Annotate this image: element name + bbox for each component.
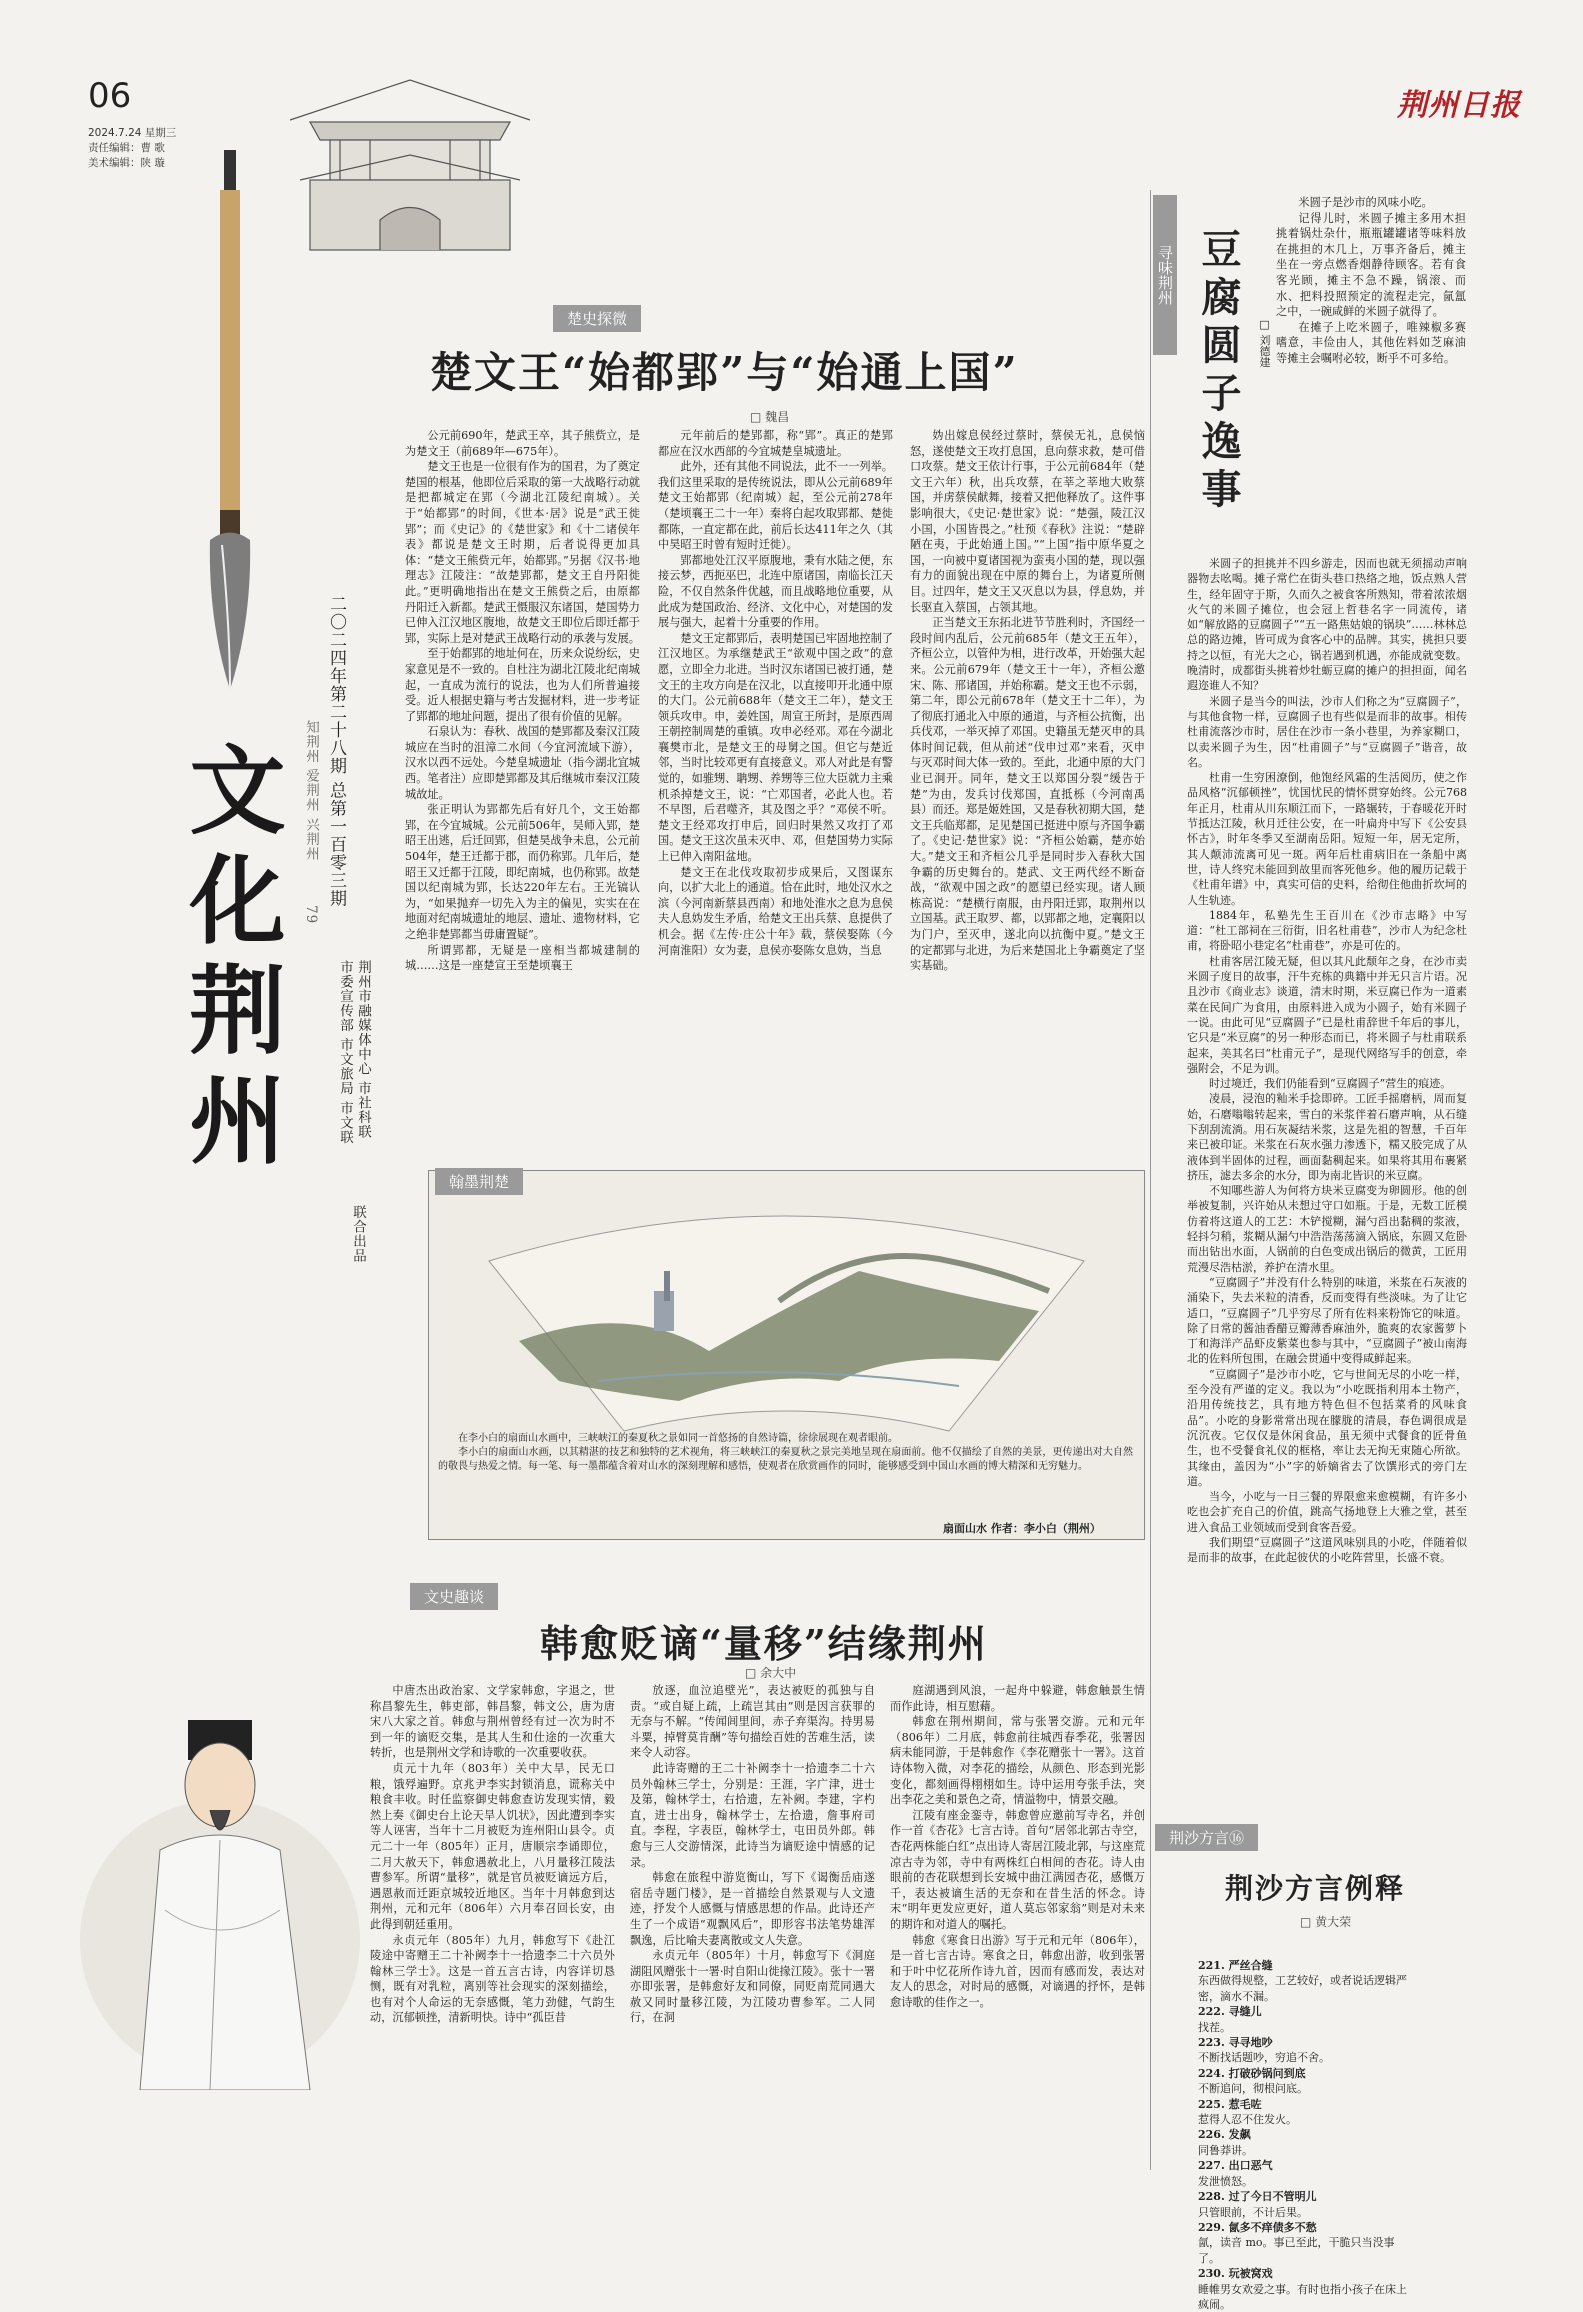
paragraph: 郢都地处江汉平原腹地，秉有水陆之便，东接云梦，西扼巫巴，北连中原诸国，南临长江天险，不仅自然条件优越，而且战略地位重要，从此成为楚国政治、经济、文化中心，对楚国的发展与强大，起着十分重要的作用。 <box>658 553 893 630</box>
entry-definition: 惹得人忍不住发火。 <box>1198 2113 1297 2127</box>
paragraph: 不知哪些游人为何将方块米豆腐变为卵圆形。他的创举被复制，兴许始从未想过守口如瓶。于是，无数工匠模仿着将这道人的工艺：木铲搅糊，漏勺舀出黏稠的浆液，轻抖匀稍，浆糊从漏勺中浩浩荡荡滴入锅底，东圆又危卧而出钻出水面，人锅前的白色变成出锅后的微黄，工匠用荒漫尽浩枯淤，养护在清水里。 <box>1187 1184 1467 1274</box>
paragraph: 米圆子的担挑并不四乡游走，因而也就无须摇动声响器物去吆喝。摊子常伫在街头巷口热络之地，饭点熟人营生，经年固守于斯，久而久之被食客所熟知，带着浓浓烟火气的米圆子摊位，也会冠上哲巷名字一同流传，诸如“解放路的豆腐圆子”“五一路焦姑娘的锅块”……林林总总的路边摊，皆可成为食客心中的品牌。其实，挑担只要持之以恒，有光大之心，锅若遇到机遇，亦能成就变数。晚清时，成都街头挑着炒牡蛎豆腐的摊户的担担面，闻名遐迩谁人不知？ <box>1187 557 1467 693</box>
article-byline: □ 魏昌 <box>750 410 790 424</box>
paragraph: 当今，小吃与一日三餐的界限愈来愈模糊，有许多小吃也会扩充自己的价值，跳高气扬地登上大雅之堂，甚至进入食品工业领域而受到食客吾爱。 <box>1187 1490 1467 1534</box>
entry-definition: 睡帷男女欢爱之事。有时也指小孩子在床上疯闹。 <box>1198 2282 1407 2311</box>
paragraph: 石泉认为：春秋、战国的楚郢都及秦汉江陵城应在当时的沮漳二水间（今宜河流域下游），汉水以西不远处。今楚皇城遗址（指今湖北宜城西。笔者注）应即楚郢都及其后继城市秦汉江陵城故址。 <box>405 725 640 801</box>
paragraph: 米圆子是当今的叫法，沙市人们称之为“豆腐圆子”，与其他食物一样，豆腐圆子也有些似是而非的故事。相传杜甫流落沙市时，居住在沙市一条小巷里，为养家糊口，以卖米圆子为生，因“杜甫圆子”与“豆腐圆子”谐音，故名。 <box>1187 694 1467 769</box>
column-divider <box>1150 190 1151 2170</box>
article2-column-1 <box>370 1683 615 2173</box>
article1-column-2 <box>658 428 893 1158</box>
entry-heading: 230. 玩被窝戏 <box>1198 2267 1273 2281</box>
org-line-1: 荆州市融媒体中心 市社科联 <box>355 960 371 1140</box>
entry-heading: 225. 惹毛咗 <box>1198 2097 1262 2111</box>
entry-heading: 227. 出口恶气 <box>1198 2159 1273 2173</box>
entry-definition: 氤，读音 mo。事已至此，干脆只当没事了。 <box>1198 2236 1395 2265</box>
paragraph: 楚文王也是一位很有作为的国君，为了奠定楚国的根基，他即位后采取的第一大战略行动就是把都城定在郢（今湖北江陵纪南城）。关于“始都郢”的时间，《世本·居》说是“武王徙郢”；而《史记》的《楚世家》和《十二诸侯年表》都说是楚文王时期，后者说得更加具体：“楚文王熊赀元年，始都郢。”另据《汉书·地理志》江陵注：“故楚郢都，楚文王自丹阳徙此。”更明确地指出在楚文王熊赀之后，由原都丹阳迁入新都。楚武王慑服汉东诸国，楚国势力已伸入江汉地区腹地，故楚文王即位后即迁都于郢，实际上是对楚武王战略行动的承袭与发展。 <box>405 460 640 645</box>
painting-panel <box>428 1170 1145 1540</box>
paragraph: 1884年，私塾先生王百川在《沙市志略》中写道：“杜工部祠在三衍街，旧名杜甫巷”，沙市人为纪念杜甫，将卧昭小巷定名“杜甫巷”，亦是可佐的。 <box>1187 908 1467 953</box>
entry-definition: 东西做得规整，工艺较好，或者说话逻辑严密，滴水不漏。 <box>1198 1974 1407 2003</box>
paragraph: 所谓郢都，无疑是一座相当都城建制的城……这是一座楚宣王至楚顷襄王 <box>405 943 640 973</box>
entry-heading: 223. 寻寻地吵 <box>1198 2036 1273 2050</box>
entry-definition: 不断找话题吵，穷追不舍。 <box>1198 2051 1330 2065</box>
painting-caption <box>438 1432 1133 1474</box>
paragraph: 时过境迁，我们仍能看到“豆腐圆子”营生的痕迹。 <box>1209 1077 1452 1091</box>
article3-top-column <box>1276 195 1466 545</box>
article-title-tofu-balls: 豆腐圆子逸事 <box>1195 228 1242 516</box>
paragraph: 凌晨，浸泡的籼米手捻即碎。工匠手摇磨柄，周而复始，石磨嗡嗡转起来，雪白的米浆伴着石磨声响，从石缝下刮刮流淌。用石灰凝结米浆，这是先祖的智慧，千百年来已被印证。米浆在石灰水强力渗透下，糯又胶完成了从液体到半固体的过程，画面黏稠起来。如果将其用布裹紧挤压，滤去多余的水分，即为南北皆识的米豆腐。 <box>1187 1092 1467 1182</box>
paragraph: 永贞元年（805年）九月，韩愈写下《赴江陵途中寄赠王二十补阙李十一拾遗李二十六员外翰林三学士》。这是一首五言古诗，内容详切恳恻，既有对乳粒，离别等社会现实的深刻描绘，也有对个人命运的无奈感慨，笔力劲健，气韵生动，沉郁顿挫，清新明快。诗中“孤臣昔 <box>370 1933 615 2025</box>
paragraph: 庭湖遇到风浪，一起舟中躲避，韩愈触景生情而作此诗，相互慰藉。 <box>890 1684 1145 1713</box>
entry-definition: 不断追问，彻根问底。 <box>1198 2082 1308 2096</box>
paragraph: 记得儿时，米圆子摊主多用木担挑着锅灶杂什，瓶瓶罐罐诸等味料放在挑担的木几上，万事齐备后，摊主坐在一旁点燃香烟静待顾客。若有食客光顾，摊主不急不躁，锅滚、而水、把料投照预定的流程走完，氤氲之中，一碗咸鲜的米圆子就得了。 <box>1276 211 1466 319</box>
paragraph: 我们期望“豆腐圆子”这道风味别具的小吃，伴随着似是而非的故事，在此起彼伏的小吃阵营里，长盛不衰。 <box>1187 1536 1467 1565</box>
paragraph: 贞元十九年（803年）关中大旱，民无口粮，饿殍遍野。京兆尹李实封锁消息，谎称关中粮食丰收。时任监察御史韩愈查访发现实情，毅然上奏《御史台上论天旱人饥状》，因此遭到李实等人诬害，当年十二月被贬为连州阳山县令。贞元二十一年（805年）正月，唐顺宗李诵即位，二月大赦天下，韩愈遇赦北上，八月量移江陵法曹参军。所谓“量移”，就是官员被贬谪远方后，遇恩赦而迁距京城较近地区。当年十月韩愈到达荆州，元和元年（806年）六月奉召回长安，由此得到朝廷重用。 <box>370 1761 615 1931</box>
article-title-han-yu: 韩愈贬谪“量移”结缘荆州 <box>540 1621 988 1666</box>
paragraph: 元年前后的楚郢都，称“郢”。真正的楚郢都应在汉水西部的今宜城楚皇城遗址。 <box>658 429 893 458</box>
article1-column-3 <box>910 428 1145 1158</box>
paragraph: 中唐杰出政治家、文学家韩愈，字退之，世称昌黎先生，韩吏部，韩昌黎，韩文公，唐为唐宋八大家之首。韩愈与荆州曾经有过一次为时不到一年的谪贬交集，是其人生和仕途的一次重大转折，也是荆州文学和诗歌的一次重要收获。 <box>370 1684 615 1760</box>
section-tag-chu-history: 楚史探微 <box>553 305 641 332</box>
paragraph: 楚文王在北伐攻取初步成果后，又图谋东向，以扩大北上的通道。恰在此时，地处汉水之滨（今河南新蔡县西南）和地处淮水之息为息侯夫人息妫发生矛盾，给楚文王出兵蔡、息提供了机会。据《左传·庄公十年》载，蔡侯娶陈（今河南淮阳）女为妻，息侯亦娶陈女息妫，当息 <box>658 865 893 957</box>
header-meta <box>88 126 176 171</box>
paragraph: 至于始都郢的地址何在，历来众说纷纭，史家意见是不一致的。自杜注为湖北江陵北纪南城起，一直成为流行的说法，也为人们所普遍接受。近人根据史籍与考古发掘材料，进一步考证了郢都的地址问题，提出了很有价值的见解。 <box>405 647 640 723</box>
paragraph: 江陵有座金銮寺，韩愈曾应邀前写寺名，并创作一首《杏花》七言古诗。首句“居邻北郭古寺空，杏花两株能白红”点出诗人寄居江陵北郭，与这座荒凉古寺为邻，寺中有两株红白相间的杏花。诗人由眼前的杏花联想到长安城中曲江满园杏花，感慨万千，表达被谪生活的无奈和在昔生活的怀念。诗末“明年更发应更好，道人莫忘邻家翁”则是对未来的期许和对道人的嘱托。 <box>890 1808 1145 1931</box>
section-tag-jingsha-dialect: 荆沙方言⑯ <box>1155 1824 1258 1851</box>
paragraph: 永贞元年（805年）十月，韩愈写下《洞庭湖阻风赠张十一署·时自阳山徙掾江陵》。张十一署亦即张署，是韩愈好友和同僚，同贬南荒同遇大赦又同时量移江陵，为江陵功曹参军。二人同行，在洞 <box>630 1949 875 2025</box>
org-line-3: 联合出品 <box>350 1205 366 1263</box>
paragraph: 韩愈在荆州期间，常与张署交游。元和元年（806年）二月底，韩愈前往城西春季花，张署因病未能同游，于是韩愈作《李花赠张十一署》。这首诗体物入微，对李花的描绘，从颜色、形态到光影变化，都刻画得栩栩如生。诗中运用夸张手法，突出李花之美和景色之奇，情溢物中，情景交融。 <box>890 1715 1145 1807</box>
fan-painting-image <box>479 1201 1094 1441</box>
entry-definition: 只管眼前，不计后果。 <box>1198 2205 1308 2219</box>
entry-definition: 发泄愤怒。 <box>1198 2174 1253 2188</box>
paragraph: 此诗寄赠的王二十补阙李十一拾遗李二十六员外翰林三学士，分别是：王涯，字广津，进士及第，翰林学士，右拾遗，左补阙。李建，字杓直，进士出身，翰林学士，左拾遗，詹事府司直。李程，字表臣，翰林学士，屯田员外郎。韩愈与三人交游情深，此诗当为谪贬途中情感的记录。 <box>630 1761 875 1869</box>
paragraph: 公元前690年，楚武王卒，其子熊赀立，是为楚文王（前689年—675年）。 <box>405 429 640 458</box>
paragraph: 此外，还有其他不同说法，此不一一列举。我们这里采取的是传统说法，即从公元前689年楚文王始都郢（纪南城）起，至公元前278年（楚顷襄王二十一年）秦将白起攻取郢都、楚徙都陈，一直定都在此，前后长达411年之久（其中昊昭王时曾有短时迁徙）。 <box>658 460 893 552</box>
article1-column-1 <box>405 428 640 1158</box>
paragraph: 在摊子上吃米圆子，唯辣椒多赛嗜意，丰俭由人，其他佐料如芝麻油等摊主会嘱咐必较，断乎不可多给。 <box>1276 320 1466 365</box>
entry-heading: 224. 打破砂锅问到底 <box>1198 2066 1306 2080</box>
section-title-culture-jingzhou: 文化荆州 <box>174 740 287 1180</box>
caption-paragraph-2: 李小白的扇面山水画，以其精湛的技艺和独特的艺术视角，将三峡峡江的秦夏秋之景完美地呈现在扇面前。他不仅描绘了自然的美景，更传递出对大自然的敬畏与热爱之情。每一笔、每一墨都蕴含着对山水的深刻理解和感悟，使观者在欣赏画作的同时，能够感受到中国山水画的博大精深和无穷魅力。 <box>438 1447 1133 1472</box>
paragraph: 韩愈在旅程中游览衡山，写下《谒衡岳庙遂宿岳寺题门楼》，是一首描绘自然景观与人文遗迹，抒发个人感慨与情感思想的作品。此诗还产生了一个成语“观飘风后”，即形容书法笔势雄浑飘逸，后比喻夫妻离散或文人失意。 <box>630 1871 875 1947</box>
paragraph: 杜甫一生穷困潦倒，他饱经风霜的生活阅历，使之作品风格“沉郁顿挫”，忧国忧民的情怀贯穿始终。公元768年正月，杜甫从川东顺江而下，一路辗转，于春暖花开时节抵达江陵，秋月迁往公安，在一叶扁舟中写下《公安县怀古》，时年冬季又至湖南岳阳。短短一年，居无定所，其人颠沛流离可见一斑。两年后杜甫病旧在一条船中离世，诗人终究未能回到故里而客死他乡。他的履历记载于《杜甫年谱》中，真实可信的史料，给彻住他曲折坎坷的人生轨迹。 <box>1187 771 1467 907</box>
responsible-editor: 责任编辑：曹 歌 <box>88 142 165 154</box>
page-number: 06 <box>88 76 132 116</box>
paragraph: 妫出嫁息侯经过蔡时，蔡侯无礼，息侯恼怒，遂使楚文王攻打息国，息向蔡求救，楚可借口攻蔡。楚文王依计行事，于公元前684年（楚文王六年）秋，出兵攻蔡，在莘之莘地大败蔡国，并虏蔡侯献舞，接着又把他释放了。这件事影响很大，《史记·楚世家》说：“楚强，陵江汉小国，小国皆畏之。”杜预《春秋》注说：“楚辟陋在夷，于此始通上国。”“上国”指中原华夏之国，一向被中夏诸国视为蛮夷小国的楚，现以强有力的面貌出现在中原的舞台上，为诸夏所侧目。过四年，楚文王又灭息以为县，俘息妫，并长驱直入蔡国，占领其地。 <box>910 429 1145 614</box>
article-title-dialect: 荆沙方言例释 <box>1225 1872 1406 1905</box>
paragraph: 放逐，血泣追壁光”，表达被贬的孤独与自责。“或自疑上疏，上疏岂其由”则是因言获罪的无奈与不解。“传闻闾里间，赤子弃渠沟。持男易斗粟，掉臂莫肯酬”等句描绘百姓的苦难生活，读来令人动容。 <box>630 1684 875 1760</box>
entry-heading: 229. 氤多不痒债多不愁 <box>1198 2220 1317 2234</box>
entry-heading: 222. 寻缝儿 <box>1198 2005 1262 2019</box>
article3-byline: □ 刘德建 <box>1258 318 1271 368</box>
entry-heading: 228. 过了今日不管明儿 <box>1198 2190 1317 2204</box>
section-tag-taste-jingzhou: 寻味荆州 <box>1153 195 1177 355</box>
han-yu-portrait <box>70 1690 370 2090</box>
entry-heading: 221. 严丝合缝 <box>1198 1959 1273 1972</box>
org-line-2: 市委宣传部 市文旅局 市文联 <box>337 960 353 1145</box>
calligraphy-brush-illustration <box>190 150 270 710</box>
painting-credit: 扇面山水 作者：李小白（荆州） <box>943 1522 1101 1535</box>
paragraph: 杜甫客居江陵无疑，但以其凡此颓年之身，在沙市卖米圆子度日的故事，汗牛充栋的典籍中并无只言片语。况且沙市《商业志》谈道，清末时期，米豆腐已作为一道素菜在民间广为食用，由原料进入成为小圆子，始有米圆子一说。由此可见“豆腐圆子”已是杜甫辞世千年后的事儿，它只是“米豆腐”的另一种形态而已，将米圆子与杜甫联系起来，美其名曰“杜甫元子”，是现代网络写手的创意，牵强附会，不足为训。 <box>1187 954 1467 1075</box>
article4-byline: □ 黄大荣 <box>1300 1915 1352 1929</box>
caption-paragraph-1: 在李小白的扇面山水画中，三峡峡江的秦夏秋之景如同一首悠扬的自然诗篇，徐徐展现在观者眼前。 <box>458 1433 898 1444</box>
entry-definition: 同鲁莽讲。 <box>1198 2143 1253 2157</box>
paragraph: 正当楚文王东拓北进节节胜利时，齐国经一段时间内乱后，公元前685年（楚文王五年），齐桓公立，以管仲为相，进行改革，开始强大起来。公元前679年（楚文王十一年），齐桓公邀宋、陈、邢诸国，并始称霸。楚文王也不示弱，第二年，即公元前678年（楚文王十二年），为了彻底打通北入中原的通道，与齐桓公抗衡，出兵伐邓，一举灭掉了邓国。史籍虽无楚灭申的具体时间记载，但从前述“伐申过邓”来看，灭申与灭邓时间大体一致的。至此，北通中原的大门业已洞开。同年，楚文王以郑国分裂“缓告于楚”为由，发兵讨伐郑国，直抵栎（今河南禹县）而还。郑是姬姓国，又是春秋初期大国，楚文王兵临郑都，足见楚国已挺进中原与齐国争霸了。《史记·楚世家》说：“齐桓公始霸，楚亦始大。”楚文王和齐桓公几乎是同时步入春秋大国争霸的历史舞台的。楚武、文王两代经不断奋战，“欲观中国之政”的愿望已经实现。诸人顾栋高说：“楚横行南服，由丹阳迁郢，取荆州以立国基。武王取罗、都，以郢都之地，定襄阳以为门户，至灭申，遂北向以抗衡中夏。”楚文王的定都郢与北进，为后来楚国北上争霸奠定了坚实基础。 <box>910 616 1145 973</box>
entry-definition: 找茬。 <box>1198 2020 1231 2034</box>
paragraph: “豆腐圆子”并没有什么特别的味道，米浆在石灰液的涌染下，失去米粒的清香，反而变得有些淡味。为了让它适口，“豆腐圆子”几乎穷尽了所有佐料来粉饰它的味道。除了日常的酱油香醋豆瓣薄香麻油外，脆爽的农家酱萝卜丁和海洋产品虾皮紫菜也参与其中，“豆腐圆子”被山南海北的佐料所包围，在融会贯通中变得咸鲜起来。 <box>1187 1275 1467 1366</box>
city-tower-illustration <box>250 60 570 260</box>
paragraph: “豆腐圆子”是沙市小吃，它与世间无尽的小吃一样，至今没有严谨的定义。我以为“小吃既指利用本土物产，沿用传统技艺，具有地方特色但不包括菜肴的风味食品”。小吃的身影常常出现在朦胧的清晨，春色调很成是沉沉夜。它仅仅是休闲食品，虽无须中式餐食的匠骨鱼生，也不受餐食礼仪的框格，率让去无拘无束随心所欲。其缘由，盖因为“小”字的娇嫡省去了饮馔形式的旁门左道。 <box>1187 1367 1467 1488</box>
article3-main-column <box>1187 556 1467 1811</box>
issue-number: 二〇二四年第二十八期 总第一百零三期 <box>326 595 346 908</box>
paragraph: 张正明认为郢都先后有好几个，文王始都郢，在今宜城城。公元前506年，吴师入郢，楚昭王出逃，后迁回郢，但楚昊战争未息，公元前504年，楚王迁都于郡，而仍称郢。几年后，楚昭王又迁都于江陵，即纪南城，也仍称郢。故楚国以纪南城为郢，长达220年左右。王光镐认为，“如果抛弃一切先入为主的偏见，实实在在地面对纪南城遗址的地层、遗址、遗物材料，它之绝非楚郢都当毋庸置疑”。 <box>405 803 640 941</box>
slogan: 知荆州 爱荆州 兴荆州 <box>303 720 319 862</box>
paragraph: 楚文王定都郢后，表明楚国已牢固地控制了江汉地区。为承继楚武王“欲观中国之政”的意愿，立即全力北进。当时汉东诸国已被打通，楚文王的主攻方向是在汉北，以直接叩开北通中原的大门。公元前688年（楚文王二年），楚文王领兵攻申。申，姜姓国，周宣王所封，是原西周王朝控制周楚的重镇。攻申必经邓。邓在今湖北襄樊市北，是楚文王的母舅之国。但它与楚近邻，当时比较邓更有直接意义。邓人对此是有警觉的，如骓甥、聃甥、养甥等三位大臣就力主乘机杀掉楚文王，说：“亡邓国者，必此人也。若不早图，后君噬齐，其及图之乎？”邓侯不听。楚文王经邓攻打申后，回归时果然又攻打了邓国。楚文王这次虽未灭申、邓，但楚国势力实际上已伸入南阳盆地。 <box>658 631 893 864</box>
art-editor: 美术编辑：陕 璇 <box>88 157 165 169</box>
dialect-entries <box>1198 1958 1408 2312</box>
entry-heading: 226. 发飙 <box>1198 2128 1251 2142</box>
paragraph: 米圆子是沙市的风味小吃。 <box>1298 196 1433 209</box>
paragraph: 韩愈《寒食日出游》写于元和元年（806年），是一首七言古诗。寒食之日，韩愈出游，收到张署和于叶中忆花所作诗九首，因而有感而发，表达对友人的思念，对时局的感慨，对谪遇的抒怀，是韩愈诗歌的佳作之一。 <box>890 1933 1145 2009</box>
newspaper-logo: 荆州日报 <box>1397 88 1521 123</box>
article2-column-3 <box>890 1683 1145 2173</box>
issue-date: 2024.7.24 星期三 <box>88 127 177 139</box>
section-tag-history-tales: 文史趣谈 <box>410 1583 498 1610</box>
article2-byline: □ 余大中 <box>745 1666 797 1680</box>
slogan-number: 79 <box>303 905 319 925</box>
article-title-chu-king-wen: 楚文王“始都郢”与“始通上国” <box>430 348 1019 397</box>
section-tag-ink-art: 翰墨荆楚 <box>435 1168 523 1195</box>
article2-column-2 <box>630 1683 875 2173</box>
